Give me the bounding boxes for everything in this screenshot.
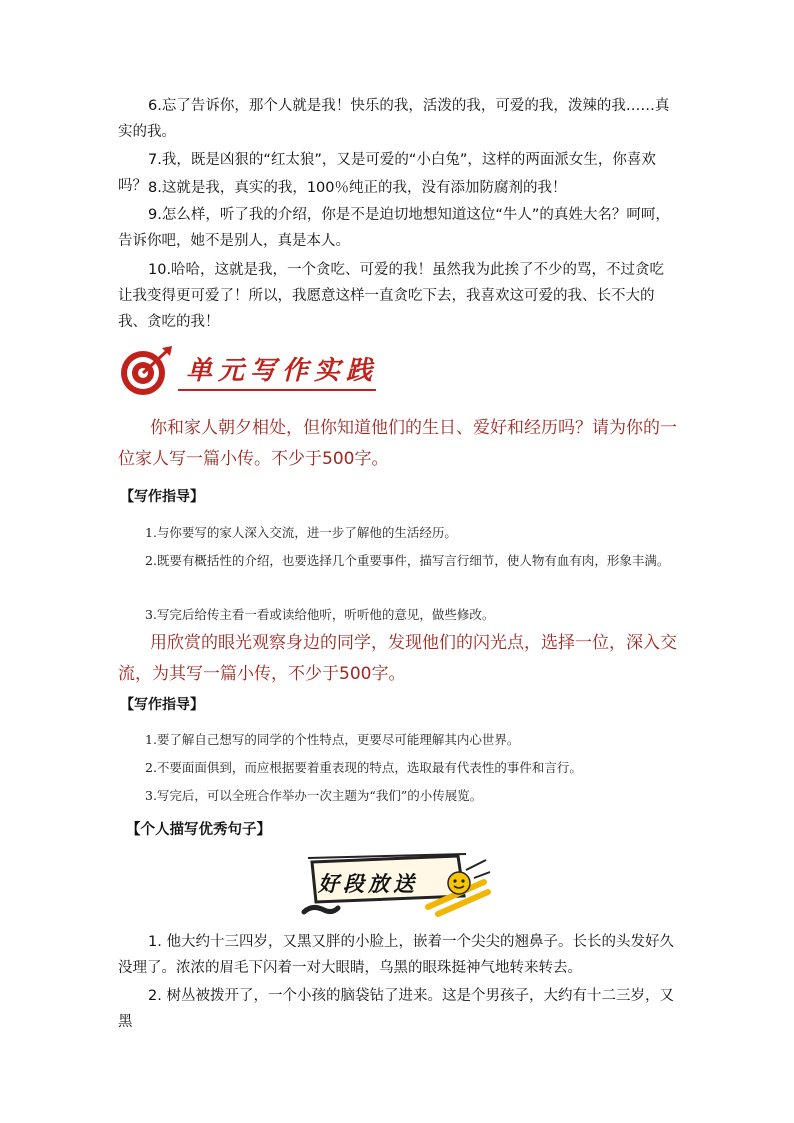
task1-prompt: 你和家人朝夕相处，但你知道他们的生日、爱好和经历吗？请为你的一位家人写一篇小传。不少于500字。 [118, 418, 677, 469]
essay-line-8: 8.这就是我，真实的我，100％纯正的我，没有添加防腐剂的我！ [148, 180, 567, 196]
good-section-title: 好段放送 [318, 871, 418, 896]
task2-guide-item: 2.不要面面俱到，而应根据要着重表现的特点，选取最有代表性的事件和言行。 [145, 760, 582, 775]
sentences-heading: 【个人描写优秀句子】 [126, 822, 271, 838]
essay-line-10: 10.哈哈，这就是我，一个贪吃、可爱的我！虽然我为此挨了不少的骂，不过贪吃让我变得更可爱了！所以，我愿意这样一直贪吃下去，我喜欢这可爱的我、长不大的我、贪吃的我！ [118, 262, 665, 330]
essay-line-6: 6.忘了告诉你，那个人就是我！快乐的我，活泼的我，可爱的我，泼辣的我……真实的我。 [118, 98, 670, 140]
banner-underline [178, 389, 376, 391]
task1-guide-item: 2.既要有概括性的介绍，也要选择几个重要事件，描写言行细节，使人物有血有肉，形象丰满。 [145, 553, 670, 568]
task1-guide-heading: 【写作指导】 [120, 489, 204, 505]
task1-guide-item: 3.写完后给传主看一看或读给他听，听听他的意见，做些修改。 [145, 607, 495, 622]
task1-guide-item: 1.与你要写的家人深入交流，进一步了解他的生活经历。 [145, 525, 457, 540]
task2-prompt: 用欣赏的眼光观察身边的同学，发现他们的闪光点，选择一位，深入交流，为其写一篇小传，不少于500字。 [118, 633, 677, 684]
smiley-icon [446, 870, 472, 896]
essay-line-7: 7.我，既是凶狠的“红太狼”，又是可爱的“小白兔”，这样的两面派女生，你喜欢吗？ [118, 152, 656, 194]
good-section-banner [298, 852, 498, 922]
task2-guide-item: 3.写完后，可以全班合作举办一次主题为“我们”的小传展览。 [145, 788, 483, 803]
task2-guide-heading: 【写作指导】 [120, 697, 204, 713]
example-paragraph-1: 1. 他大约十三四岁，又黑又胖的小脸上，嵌着一个尖尖的翘鼻子。长长的头发好久没理了。浓浓的眉毛下闪着一对大眼睛，乌黑的眼珠挺神气地转来转去。 [118, 934, 674, 976]
task2-guide-item: 1.要了解自己想写的同学的个性特点，更要尽可能理解其内心世界。 [145, 732, 520, 747]
unit-banner-title: 单元写作实践 [186, 356, 379, 386]
target-icon [118, 344, 178, 398]
essay-line-9: 9.怎么样，听了我的介绍，你是不是迫切地想知道这位“牛人”的真姓大名？呵呵，告诉你吧，她不是别人，真是本人。 [118, 207, 670, 249]
example-paragraph-2: 2. 树丛被拨开了，一个小孩的脑袋钻了进来。这是个男孩子，大约有十二三岁，又黑 [118, 988, 674, 1030]
